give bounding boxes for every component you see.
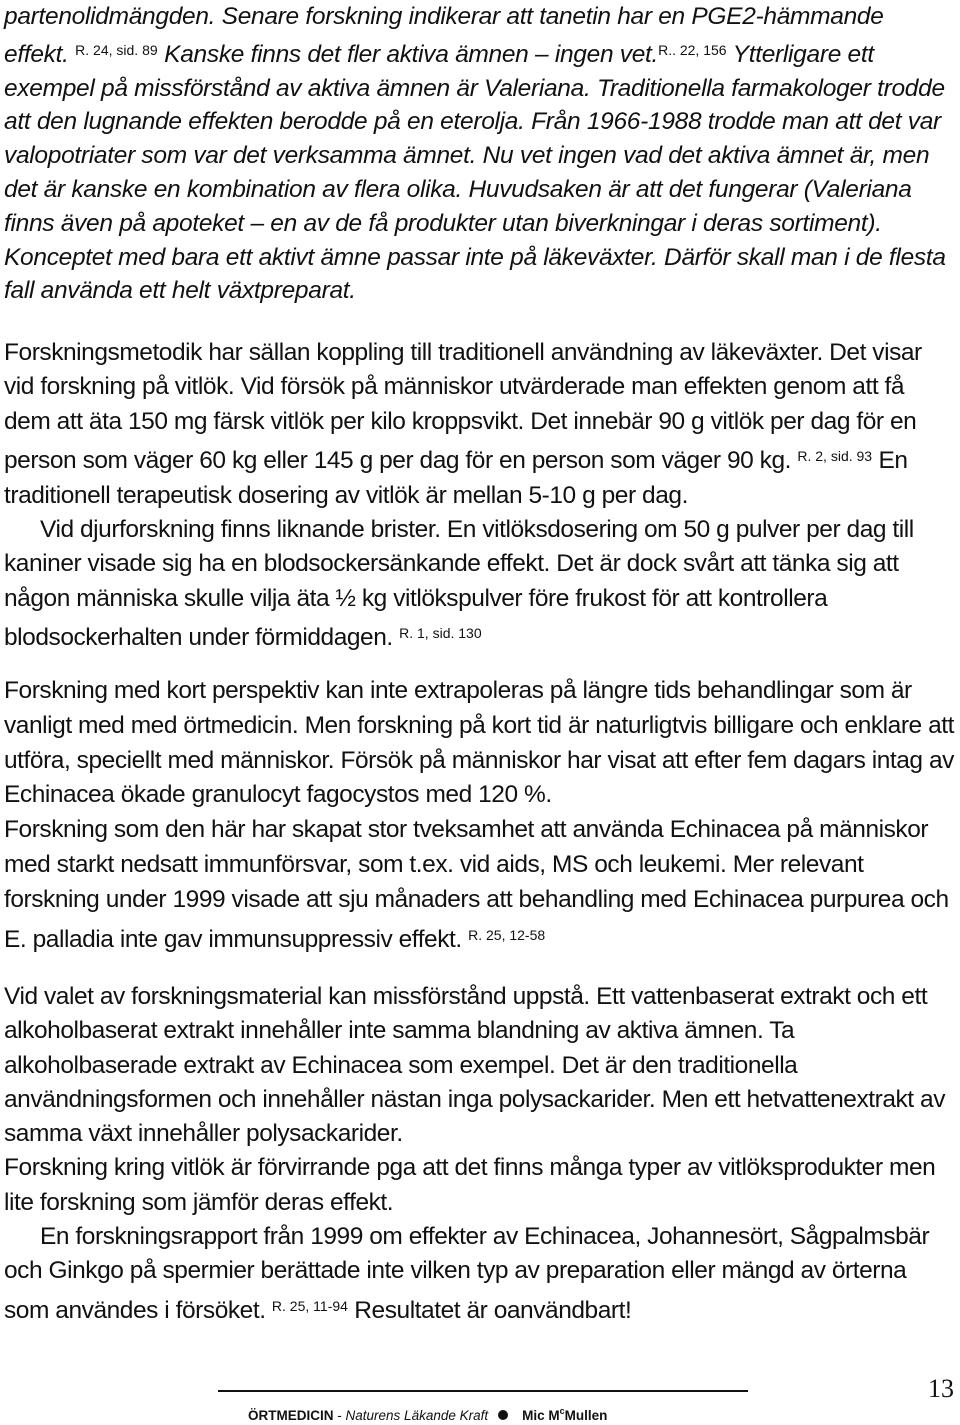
text-span: Forskning kring vitlök är förvirrande pga att det finns många typer av vitlöksprodukter men lite forskning som jämför deras effekt. bbox=[4, 1154, 936, 1216]
bullet-icon bbox=[498, 1410, 508, 1420]
text-span: partenolidmängden. Senare forskning indikerar att tanetin har en PGE2-hämmande effekt. bbox=[4, 3, 884, 68]
text-span: Forskning med kort perspektiv kan inte extrapoleras på längre tids behandlingar som är vanligt med med örtmedicin. Men forskning på kort tid är naturligtvis billigare och enklare att utföra, speciellt med människor. Försök på människor har visat att efter fem dagars intag av Echinacea ökade granulocyt fagocystos med 120 %. bbox=[4, 677, 954, 809]
footer-rule bbox=[218, 1390, 748, 1392]
reference-marker: R. 1, sid. 130 bbox=[399, 625, 482, 642]
text-span: Ytterligare ett exempel på missförstånd av aktiva ämnen är Valeriana. Traditionella farmakologer trodde att den lugnande effekten berodde på en eterolja. Från 1966-1988 trodde man att det var valopotriater som var det verksamma ämnet. Nu vet ingen vad det aktiva ämnet är, men det är kanske en kombination av flera olika. Huvudsaken är att det fungerar (Valeriana finns även på apoteket – en av de få produkter utan biverkningar i deras sortiment). Konceptet med bara ett aktivt ämne passar inte på läkeväxter. Därför skall man i de flesta fall använda ett helt växtpreparat. bbox=[4, 40, 946, 305]
running-footer bbox=[248, 1406, 607, 1423]
text-span: Vid valet av forskningsmaterial kan missförstånd uppstå. Ett vattenbaserat extrakt och ett alkoholbaserat extrakt innehåller inte samma blandning av aktiva ämnen. Ta alkoholbaserade extrakt av Echinacea som exempel. Det är den traditionella användningsformen och innehåller nästan inga polysackarider. Men ett hetvattenextrakt av samma växt innehåller polysackarider. bbox=[4, 983, 945, 1148]
footer-separator: - bbox=[337, 1408, 342, 1423]
reference-marker: R.. 22, 156 bbox=[658, 41, 727, 58]
text-span: Vid djurforskning finns liknande brister. En vitlöksdosering om 50 g pulver per dag till kaniner visade sig ha en blodsockersänkande effekt. Det är dock svårt att tänka sig att någon människa skulle vilja äta ½ kg vitlökspulver före frukost för att kontrollera blodsockerhalten under förmiddagen. bbox=[4, 516, 914, 652]
paragraph-research-material bbox=[4, 980, 954, 1328]
text-span: Forskning som den här har skapat stor tveksamhet att använda Echinacea på människor med starkt nedsatt immunförsvar, som t.ex. vid aids, MS och leukemi. Mer relevant forskning under 1999 visade att sju månaders att behandling med Echinacea purpurea och E. palladia inte gav immunsuppressiv effekt. bbox=[4, 816, 949, 953]
reference-marker: R. 25, 12-58 bbox=[468, 926, 546, 943]
text-span: Resultatet är oanvändbart! bbox=[354, 1296, 632, 1324]
author-name-part: Mullen bbox=[564, 1408, 608, 1423]
reference-marker: R. 25, 11-94 bbox=[271, 1297, 348, 1314]
paragraph-valeriana bbox=[4, 0, 954, 308]
text-span: Kanske finns det fler aktiva ämnen – ingen vet. bbox=[164, 40, 659, 68]
reference-marker: R. 24, sid. 89 bbox=[75, 41, 158, 58]
paragraph-garlic bbox=[4, 336, 954, 656]
text-span: En forskningsrapport från 1999 om effekter av Echinacea, Johannesört, Sågpalmsbär och Ginkgo på spermier berättade inte vilken typ av preparation eller mängd av örterna som användes i försöket. bbox=[4, 1223, 930, 1324]
text-span: En traditionell terapeutisk dosering av vitlök är mellan 5-10 g per dag. bbox=[4, 447, 908, 509]
reference-marker: R. 2, sid. 93 bbox=[797, 448, 873, 465]
book-title: ÖRTMEDICIN bbox=[248, 1408, 334, 1423]
author-name-part: Mic M bbox=[522, 1408, 560, 1423]
paragraph-echinacea bbox=[4, 674, 954, 957]
text-span: Forskningsmetodik har sällan koppling till traditionell användning av läkeväxter. Det visar vid forskning på vitlök. Vid försök på människor utvärderade man effekten genom att få dem att äta 150 mg färsk vitlök per kilo kroppsvikt. Det innebär 90 g vitlök per dag för en person som väger 60 kg eller 145 g per dag för en person som väger 90 kg. bbox=[4, 339, 922, 475]
author-name-superscript: c bbox=[559, 1406, 565, 1416]
page-number: 13 bbox=[928, 1374, 954, 1403]
book-subtitle: Naturens Läkande Kraft bbox=[345, 1408, 489, 1423]
